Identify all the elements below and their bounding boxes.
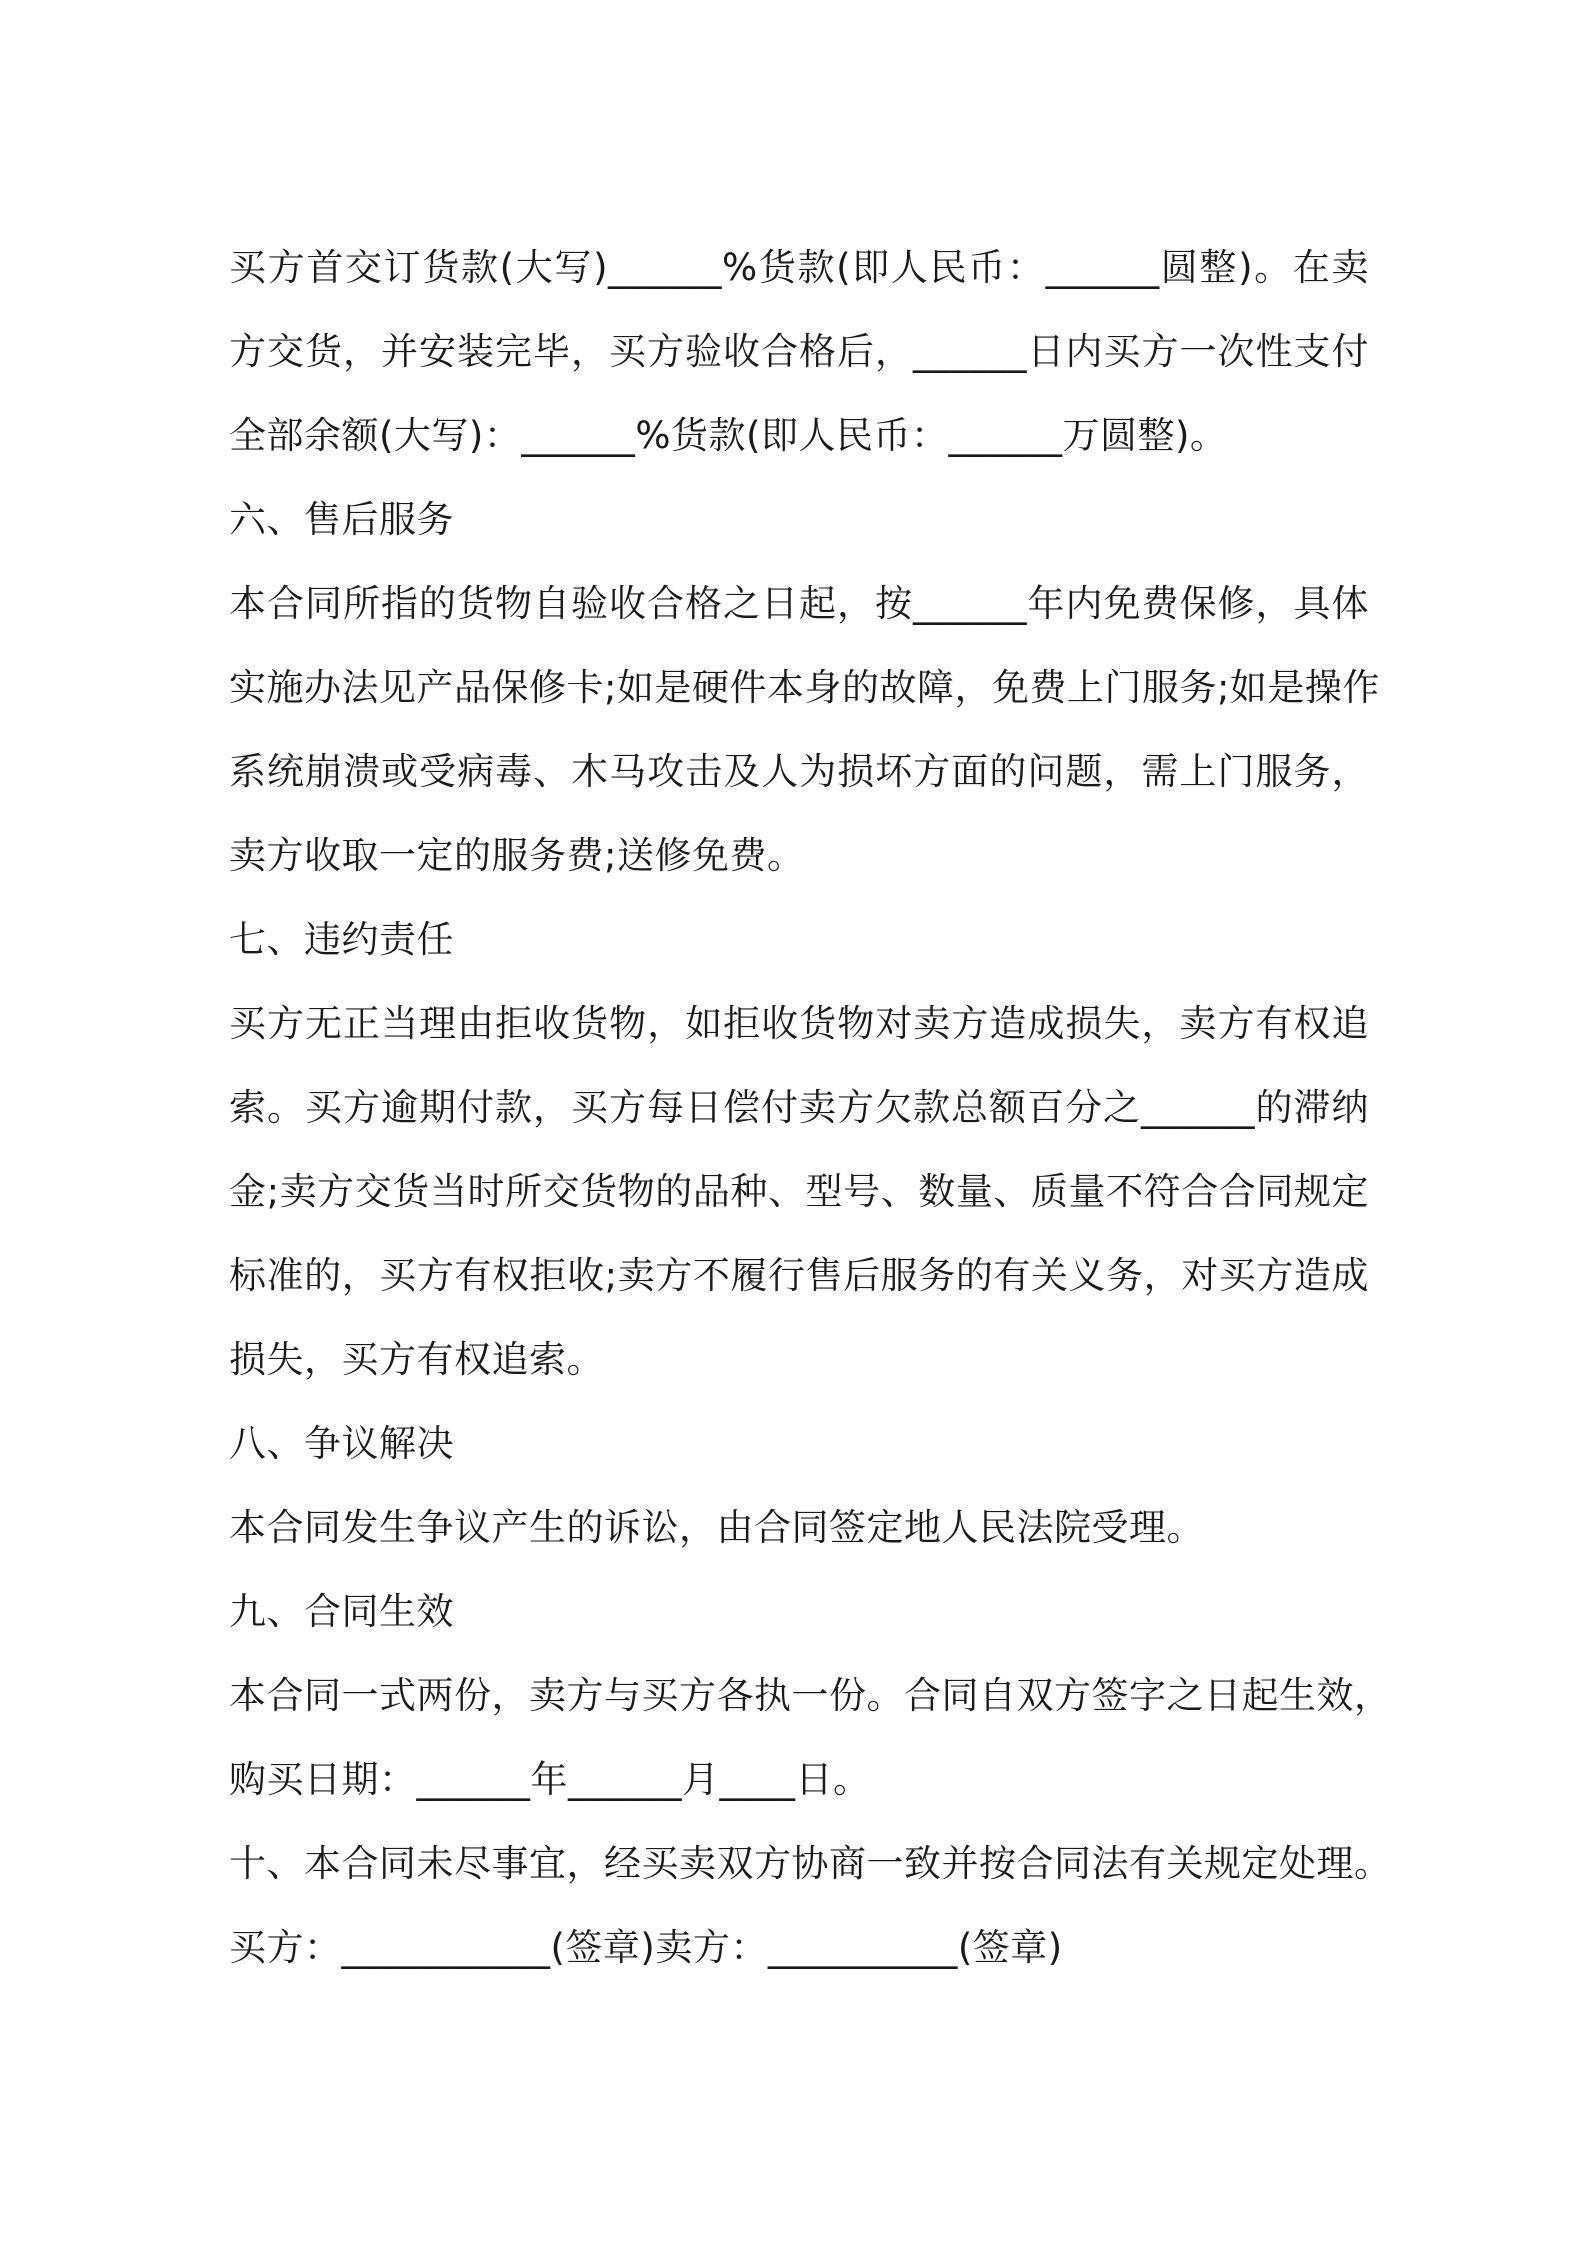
paragraph-line: 索。买方逾期付款，买方每日偿付卖方欠款总额百分之______的滞纳 bbox=[229, 1086, 1369, 1129]
paragraph-line: 买方首交订货款(大写)______%货款(即人民币：______圆整)。在卖 bbox=[229, 246, 1369, 289]
section-heading-after-sales: 六、售后服务 bbox=[229, 498, 454, 541]
section-heading-liability: 七、违约责任 bbox=[229, 918, 454, 961]
paragraph-line: 本合同发生争议产生的诉讼，由合同签定地人民法院受理。 bbox=[229, 1506, 1204, 1549]
paragraph-line: 金;卖方交货当时所交货物的品种、型号、数量、质量不符合合同规定 bbox=[229, 1170, 1369, 1213]
paragraph-line: 全部余额(大写)：______%货款(即人民币：______万圆整)。 bbox=[229, 414, 1228, 457]
paragraph-line: 本合同一式两份，卖方与买方各执一份。合同自双方签字之日起生效， bbox=[229, 1674, 1392, 1717]
paragraph-line: 本合同所指的货物自验收合格之日起，按______年内免费保修，具体 bbox=[229, 582, 1369, 625]
paragraph-line: 实施办法见产品保修卡;如是硬件本身的故障，免费上门服务;如是操作 bbox=[229, 666, 1380, 709]
section-heading-dispute: 八、争议解决 bbox=[229, 1422, 454, 1465]
paragraph-line: 损失，买方有权追索。 bbox=[229, 1338, 604, 1381]
purchase-date-line: 购买日期：______年______月____日。 bbox=[229, 1758, 871, 1801]
signature-line: 买方：___________(签章)卖方：__________(签章) bbox=[229, 1926, 1063, 1969]
paragraph-line: 卖方收取一定的服务费;送修免费。 bbox=[229, 834, 805, 877]
paragraph-line: 买方无正当理由拒收货物，如拒收货物对卖方造成损失，卖方有权追 bbox=[229, 1002, 1369, 1045]
section-heading-effect: 九、合同生效 bbox=[229, 1590, 454, 1633]
paragraph-line: 方交货，并安装完毕，买方验收合格后，______日内买方一次性支付 bbox=[229, 330, 1369, 373]
section-ten-line: 十、本合同未尽事宜，经买卖双方协商一致并按合同法有关规定处理。 bbox=[229, 1842, 1392, 1885]
document-body bbox=[229, 226, 1392, 1990]
paragraph-line: 标准的，买方有权拒收;卖方不履行售后服务的有关义务，对买方造成 bbox=[229, 1254, 1369, 1297]
paragraph-line: 系统崩溃或受病毒、木马攻击及人为损坏方面的问题，需上门服务， bbox=[229, 750, 1369, 793]
